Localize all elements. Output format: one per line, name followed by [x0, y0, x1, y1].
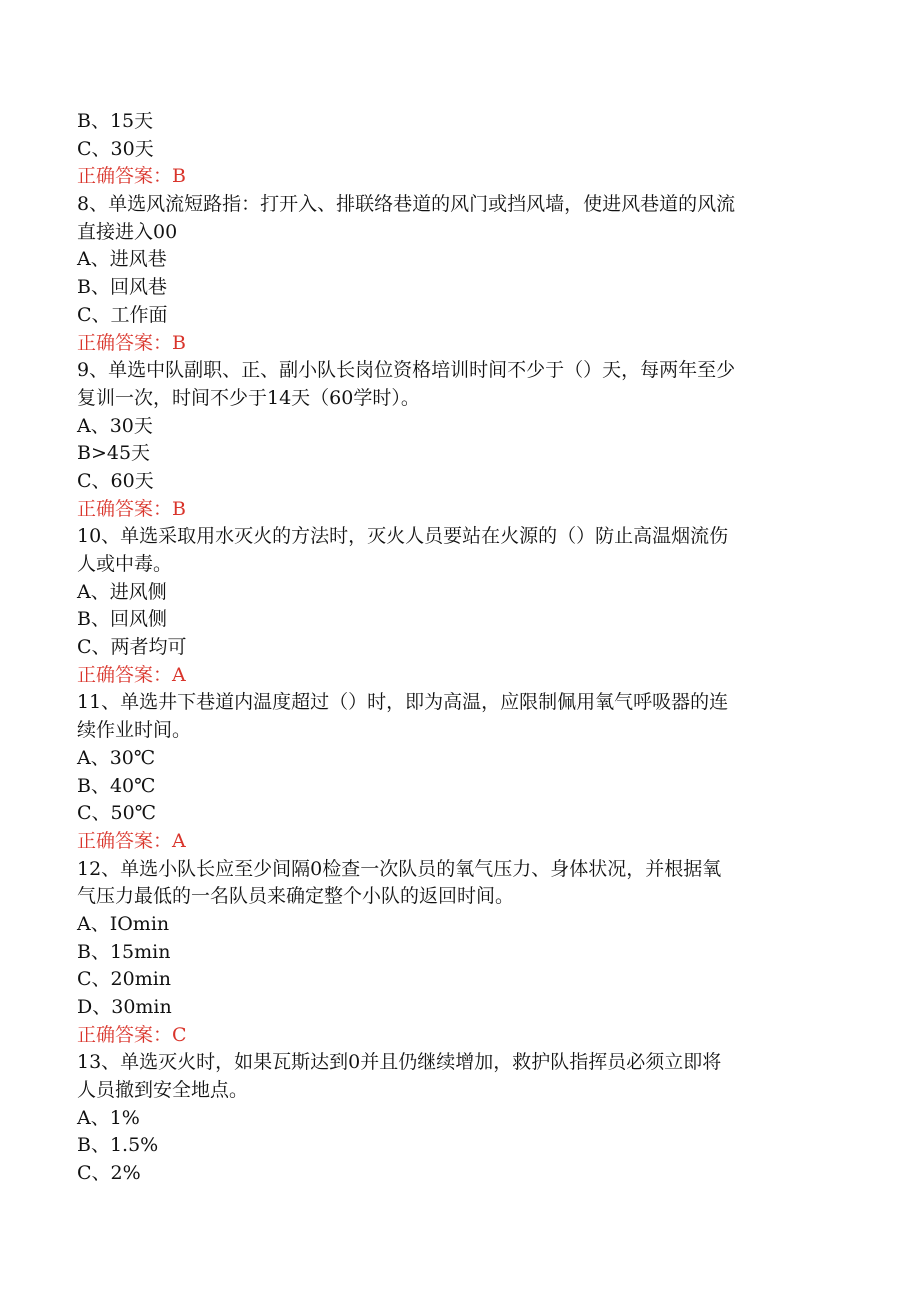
correct-answer-line [77, 828, 837, 856]
answer-option: B、15min [77, 940, 171, 963]
answer-option: D、30min [77, 996, 172, 1018]
answer-option: C、60天 [77, 469, 154, 492]
correct-answer-label: 正确答案： [77, 165, 173, 188]
question-text: 复训一次，时间不少于14天（60学时）。 [77, 386, 420, 409]
answer-option: C、两者均可 [77, 636, 187, 659]
answer-option: A、30℃ [77, 746, 156, 769]
correct-answer-value: A [172, 663, 186, 686]
answer-option: C、20min [77, 968, 172, 991]
answer-option: A、进风巷 [77, 248, 167, 271]
correct-answer-value: B [172, 331, 186, 354]
answer-option: B、40℃ [77, 774, 156, 797]
answer-option: C、30天 [77, 137, 154, 160]
correct-answer-label: 正确答案： [77, 829, 173, 852]
answer-option: C、2% [77, 1162, 141, 1185]
question-text: 人或中毒。 [77, 553, 173, 575]
question-text: 13、单选灭火时，如果瓦斯达到0并且仍继续增加，救护队指挥员必须立即将 [77, 1051, 722, 1074]
correct-answer-value: A [172, 829, 186, 852]
correct-answer-line [77, 163, 837, 191]
question-text: 12、单选小队长应至少间隔0检查一次队员的氧气压力、身体状况，并根据氧 [77, 857, 722, 880]
answer-option: A、30天 [77, 414, 153, 437]
correct-answer-label: 正确答案： [77, 663, 173, 686]
answer-option: C、工作面 [77, 303, 168, 326]
question-text: 直接进入00 [77, 220, 178, 243]
correct-answer-value: B [172, 165, 186, 188]
answer-option: A、进风侧 [77, 580, 167, 603]
correct-answer-line [77, 662, 837, 690]
answer-option: A、1% [77, 1106, 140, 1129]
correct-answer-label: 正确答案： [77, 331, 173, 354]
answer-option: B>45天 [77, 442, 151, 465]
correct-answer-value: C [172, 1023, 187, 1046]
answer-option: A、IOmin [77, 912, 170, 935]
correct-answer-line [77, 330, 837, 358]
answer-option: C、50℃ [77, 802, 156, 825]
question-text: 人员撤到安全地点。 [77, 1079, 249, 1102]
answer-option: B、1.5% [77, 1134, 159, 1157]
answer-option: B、回风侧 [77, 608, 167, 631]
answer-option: B、回风巷 [77, 276, 167, 299]
correct-answer-line [77, 1022, 837, 1050]
document-page [77, 108, 837, 1188]
correct-answer-label: 正确答案： [77, 497, 173, 520]
question-text: 10、单选采取用水灭火的方法时，灭火人员要站在火源的（）防止高温烟流伤 [77, 525, 729, 548]
answer-option: B、15天 [77, 110, 154, 132]
correct-answer-label: 正确答案： [77, 1023, 173, 1046]
question-text: 8、单选风流短路指：打开入、排联络巷道的风门或挡风墙，使进风巷道的风流 [77, 193, 736, 216]
correct-answer-value: B [172, 497, 186, 520]
question-text: 气压力最低的一名队员来确定整个小队的返回时间。 [77, 885, 515, 908]
correct-answer-line [77, 496, 837, 524]
question-text: 续作业时间。 [77, 719, 192, 742]
question-text: 9、单选中队副职、正、副小队长岗位资格培训时间不少于（）天，每两年至少 [77, 359, 736, 382]
question-text: 11、单选井下巷道内温度超过（）时，即为高温，应限制佩用氧气呼吸器的连 [77, 691, 729, 714]
